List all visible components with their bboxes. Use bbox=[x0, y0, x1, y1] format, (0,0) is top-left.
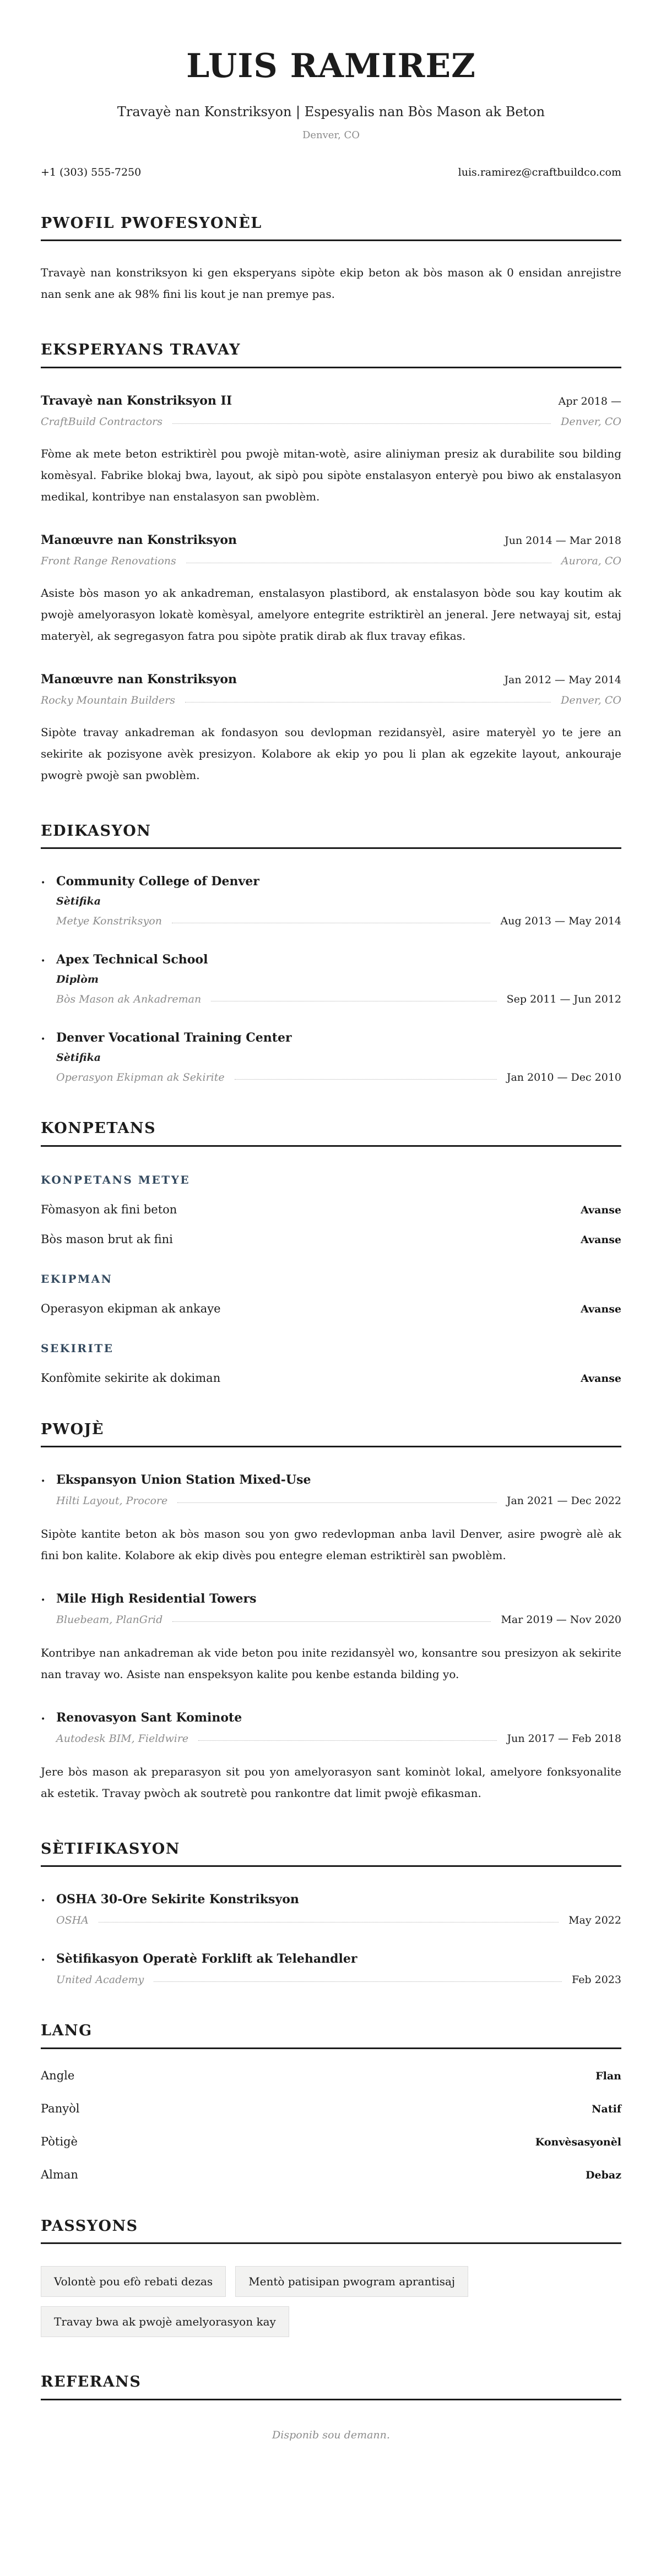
passion-tags bbox=[41, 2266, 621, 2337]
person-location: Denver, CO bbox=[302, 129, 360, 141]
skill-level: Avanse bbox=[581, 1303, 621, 1315]
job-title: Manœuvre nan Konstriksyon bbox=[41, 532, 237, 547]
certification-name: OSHA 30-Ore Sekirite Konstriksyon bbox=[56, 1892, 299, 1907]
section-rule bbox=[41, 2399, 621, 2400]
program-row bbox=[56, 1071, 621, 1083]
skill-name: Fòmasyon ak fini beton bbox=[41, 1202, 177, 1216]
language-row bbox=[41, 2135, 621, 2148]
person-headline: Travayè nan Konstriksyon | Espesyalis nan Bòs Mason ak Beton bbox=[117, 104, 545, 119]
job-location: Denver, CO bbox=[561, 694, 621, 706]
job-dates: Apr 2018 — bbox=[558, 395, 621, 407]
certification-issuer: United Academy bbox=[56, 1974, 144, 1986]
project-entry bbox=[41, 1592, 621, 1685]
language-level: Konvèsasyonèl bbox=[535, 2136, 621, 2148]
job-title-row bbox=[41, 672, 621, 687]
passion-tag: Volontè pou efò rebati dezas bbox=[41, 2266, 226, 2297]
section-heading-passions: PASSYONS bbox=[41, 2217, 138, 2235]
project-dates: Mar 2019 — Nov 2020 bbox=[501, 1613, 621, 1626]
project-tools: Bluebeam, PlanGrid bbox=[56, 1613, 163, 1626]
language-level: Flan bbox=[595, 2069, 621, 2082]
section-certifications bbox=[41, 1840, 621, 1986]
program-row bbox=[56, 993, 621, 1005]
job-company-row bbox=[41, 694, 621, 706]
project-name-row bbox=[41, 1473, 621, 1487]
degree-label: Sètifika bbox=[56, 895, 101, 908]
education-entry bbox=[41, 874, 621, 927]
section-experience bbox=[41, 341, 621, 786]
dotted-leader bbox=[99, 1922, 559, 1923]
degree-label: Diplòm bbox=[56, 973, 99, 986]
bullet-icon: • bbox=[41, 1714, 46, 1724]
project-name: Renovasyon Sant Kominote bbox=[56, 1710, 242, 1725]
job-company-row bbox=[41, 555, 621, 567]
bullet-icon: • bbox=[41, 1477, 46, 1486]
dotted-leader bbox=[235, 1079, 497, 1080]
project-dates: Jun 2017 — Feb 2018 bbox=[507, 1732, 621, 1745]
job-company: Rocky Mountain Builders bbox=[41, 694, 175, 706]
section-rule bbox=[41, 847, 621, 849]
project-name: Mile High Residential Towers bbox=[56, 1591, 257, 1606]
section-heading-profile: PWOFIL PWOFESYONÈL bbox=[41, 215, 262, 232]
job-dates: Jan 2012 — May 2014 bbox=[504, 673, 621, 686]
skill-level: Avanse bbox=[581, 1233, 621, 1246]
certification-dates: May 2022 bbox=[568, 1914, 621, 1927]
email-address: luis.ramirez@craftbuildco.com bbox=[458, 166, 621, 178]
skill-row bbox=[41, 1302, 621, 1315]
section-rule bbox=[41, 367, 621, 368]
job-description: Fòme ak mete beton estriktirèl pou pwojè mitan-wotè, asire aliniyman presiz ak durabilite sou bilding komèsyal. Fabrike blokaj bwa, layout, ak sipò pou sipòte enstalasyon enteryè pou biwo ak enstalasyon medikal, kontribye nan enstalasyon san pwoblèm. bbox=[41, 446, 621, 503]
bullet-icon: • bbox=[41, 957, 46, 966]
certification-name-row bbox=[41, 1892, 621, 1907]
section-heading-education: EDIKASYON bbox=[41, 822, 151, 840]
project-tools: Hilti Layout, Procore bbox=[56, 1494, 168, 1507]
section-education bbox=[41, 823, 621, 1083]
education-name-row bbox=[41, 952, 621, 967]
section-languages bbox=[41, 2022, 621, 2181]
bullet-icon: • bbox=[41, 1956, 46, 1965]
language-row bbox=[41, 2102, 621, 2115]
section-references bbox=[41, 2373, 621, 2441]
project-entry bbox=[41, 1473, 621, 1566]
language-name: Pòtigè bbox=[41, 2134, 78, 2148]
project-dates: Jan 2021 — Dec 2022 bbox=[506, 1494, 621, 1507]
dotted-leader bbox=[172, 423, 551, 424]
job-title: Manœuvre nan Konstriksyon bbox=[41, 672, 237, 687]
job-location: Denver, CO bbox=[561, 415, 621, 428]
job-title: Travayè nan Konstriksyon II bbox=[41, 393, 232, 408]
section-heading-references: REFERANS bbox=[41, 2373, 142, 2391]
phone-number: +1 (303) 555-7250 bbox=[41, 166, 142, 178]
bullet-icon: • bbox=[41, 1595, 46, 1605]
project-tools-row bbox=[56, 1733, 621, 1745]
project-name-row bbox=[41, 1592, 621, 1606]
school-name: Community College of Denver bbox=[56, 874, 259, 889]
education-entry bbox=[41, 1031, 621, 1083]
section-rule bbox=[41, 2242, 621, 2244]
project-entry bbox=[41, 1711, 621, 1804]
education-entry bbox=[41, 952, 621, 1005]
project-tools-row bbox=[56, 1614, 621, 1626]
section-heading-languages: LANG bbox=[41, 2022, 93, 2040]
language-row bbox=[41, 2069, 621, 2082]
skill-row bbox=[41, 1203, 621, 1216]
skill-name: Konfòmite sekirite ak dokiman bbox=[41, 1371, 221, 1385]
project-tools-row bbox=[56, 1495, 621, 1507]
section-heading-certifications: SÈTIFIKASYON bbox=[41, 1840, 180, 1858]
skill-row bbox=[41, 1371, 621, 1385]
skill-group-label: EKIPMAN bbox=[41, 1272, 113, 1286]
dotted-leader bbox=[172, 1621, 491, 1622]
job-company: CraftBuild Contractors bbox=[41, 415, 162, 428]
project-name: Ekspansyon Union Station Mixed-Use bbox=[56, 1472, 311, 1487]
skill-row bbox=[41, 1233, 621, 1246]
job-dates: Jun 2014 — Mar 2018 bbox=[505, 534, 621, 547]
skill-group-label: KONPETANS METYE bbox=[41, 1173, 191, 1186]
degree-label: Sètifika bbox=[56, 1052, 101, 1064]
certification-issuer: OSHA bbox=[56, 1914, 89, 1927]
school-name: Apex Technical School bbox=[56, 952, 208, 967]
section-heading-experience: EKSPERYANS TRAVAY bbox=[41, 341, 241, 359]
project-name-row bbox=[41, 1711, 621, 1725]
dotted-leader bbox=[154, 1981, 562, 1982]
education-name-row bbox=[41, 874, 621, 889]
job-title-row bbox=[41, 394, 621, 408]
language-row bbox=[41, 2168, 621, 2181]
language-name: Panyòl bbox=[41, 2101, 80, 2115]
job-title-row bbox=[41, 533, 621, 547]
skill-name: Operasyon ekipman ak ankaye bbox=[41, 1301, 221, 1315]
section-heading-skills: KONPETANS bbox=[41, 1120, 156, 1137]
language-level: Natif bbox=[592, 2103, 621, 2115]
profile-text: Travayè nan konstriksyon ki gen eksperyans sipòte ekip beton ak bòs mason ak 0 ensidan anrejistre nan senk ane ak 98% fini lis kout je nan premye pas. bbox=[41, 266, 621, 301]
skill-group-label: SEKIRITE bbox=[41, 1341, 114, 1355]
language-name: Alman bbox=[41, 2167, 78, 2181]
section-profile bbox=[41, 215, 621, 305]
project-description: Jere bòs mason ak preparasyon sit pou yon amelyorasyon sant kominòt lokal, amelyore fonksyonalite ak estetik. Travay pwòch ak soutretè pou rankontre dat limit pwojè efikasman. bbox=[41, 1764, 621, 1800]
section-projects bbox=[41, 1421, 621, 1804]
passion-tag: Mentò patisipan pwogram aprantisaj bbox=[235, 2266, 468, 2297]
skill-level: Avanse bbox=[581, 1203, 621, 1216]
education-dates: Jan 2010 — Dec 2010 bbox=[506, 1071, 621, 1084]
project-tools: Autodesk BIM, Fieldwire bbox=[56, 1732, 189, 1745]
language-name: Angle bbox=[41, 2068, 75, 2082]
education-name-row bbox=[41, 1031, 621, 1045]
job-entry bbox=[41, 672, 621, 786]
contact-row bbox=[41, 166, 621, 178]
certification-entry bbox=[41, 1892, 621, 1926]
job-description: Sipòte travay ankadreman ak fondasyon sou devlopman rezidansyèl, asire materyèl yo te jere an sekirite ak pozisyone avèk presizyon. Kolabore ak ekip yo pou li plan ak egzekite layout, ankouraje pwogrè pwojè san pwoblèm. bbox=[41, 725, 621, 782]
certification-name-row bbox=[41, 1952, 621, 1966]
education-dates: Aug 2013 — May 2014 bbox=[500, 915, 621, 928]
certification-dates: Feb 2023 bbox=[572, 1974, 621, 1986]
school-name: Denver Vocational Training Center bbox=[56, 1031, 292, 1045]
skill-name: Bòs mason brut ak fini bbox=[41, 1232, 173, 1246]
job-description: Asiste bòs mason yo ak ankadreman, enstalasyon plastibord, ak enstalasyon bòde sou kay koutim ak pwojè amelyorasyon lokatè komèsyal, amelyore entegrite estriktirèl an jeneral. Jere netwayaj sit, estaj materyèl, ak segregasyon fatra pou sipòte pratik dirab ak flux travay efikas. bbox=[41, 586, 621, 642]
section-rule bbox=[41, 1145, 621, 1147]
education-dates: Sep 2011 — Jun 2012 bbox=[506, 993, 621, 1006]
section-rule bbox=[41, 1865, 621, 1867]
dotted-leader bbox=[177, 1502, 497, 1503]
certification-name: Sètifikasyon Operatè Forklift ak Telehandler bbox=[56, 1952, 357, 1967]
section-rule bbox=[41, 1446, 621, 1447]
program-name: Metye Konstriksyon bbox=[56, 915, 162, 928]
program-name: Operasyon Ekipman ak Sekirite bbox=[56, 1071, 225, 1084]
job-company: Front Range Renovations bbox=[41, 554, 176, 567]
certification-issuer-row bbox=[56, 1914, 621, 1926]
references-text: Disponib sou demann. bbox=[272, 2428, 390, 2441]
bullet-icon: • bbox=[41, 1897, 46, 1906]
section-passions bbox=[41, 2218, 621, 2337]
section-heading-projects: PWOJÈ bbox=[41, 1420, 104, 1438]
language-level: Debaz bbox=[586, 2169, 621, 2181]
skill-level: Avanse bbox=[581, 1372, 621, 1385]
project-description: Sipòte kantite beton ak bòs mason sou yon gwo redevlopman anba lavil Denver, asire pwogrè alè ak fini bon kalite. Kolabore ak ekip divès pou entegre eleman estriktirèl san pwoblèm. bbox=[41, 1527, 621, 1562]
bullet-icon: • bbox=[41, 1035, 46, 1044]
certification-entry bbox=[41, 1952, 621, 1986]
job-company-row bbox=[41, 416, 621, 428]
section-skills bbox=[41, 1120, 621, 1384]
bullet-icon: • bbox=[41, 879, 46, 888]
job-entry bbox=[41, 533, 621, 647]
certification-issuer-row bbox=[56, 1974, 621, 1986]
section-rule bbox=[41, 2047, 621, 2049]
project-description: Kontribye nan ankadreman ak vide beton pou inite rezidansyèl wo, konsantre sou presizyon ak sekirite nan travay wo. Asiste nan enspeksyon kalite pou kenbe estanda bilding yo. bbox=[41, 1646, 621, 1681]
dotted-leader bbox=[198, 1740, 497, 1741]
job-entry bbox=[41, 394, 621, 508]
program-row bbox=[56, 915, 621, 927]
program-name: Bòs Mason ak Ankadreman bbox=[56, 993, 202, 1006]
passion-tag: Travay bwa ak pwojè amelyorasyon kay bbox=[41, 2306, 289, 2337]
section-rule bbox=[41, 239, 621, 241]
resume-header bbox=[41, 47, 621, 178]
job-location: Aurora, CO bbox=[561, 554, 621, 567]
person-name: LUIS RAMIREZ bbox=[186, 47, 476, 85]
